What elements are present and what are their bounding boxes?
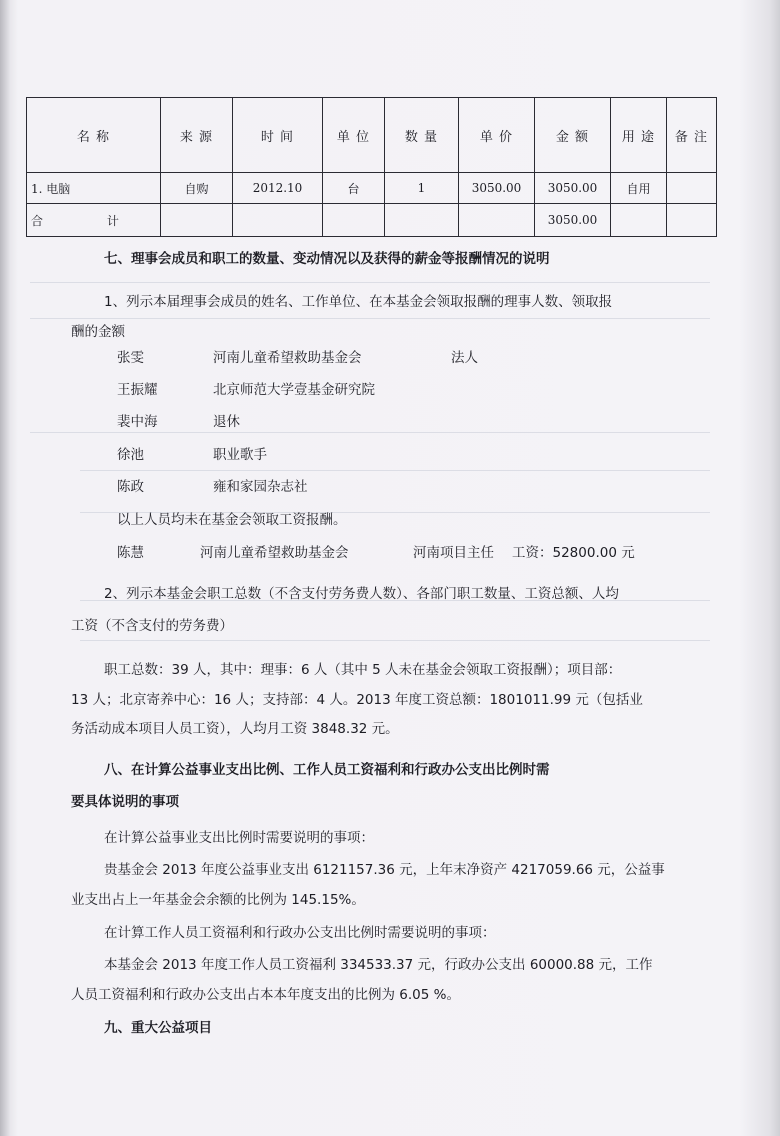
paragraph-line: 酬的金额 [71, 324, 125, 340]
ghost-rule [80, 640, 710, 641]
member-role: 法人 [451, 350, 478, 366]
table-cell: 1 [385, 173, 459, 204]
paragraph-line: 本基金会 2013 年度工作人员工资福利 334533.37 元，行政办公支出 60000.88 元，工作 [104, 957, 653, 973]
table-cell: 台 [323, 173, 385, 204]
section-7-title: 七、理事会成员和职工的数量、变动情况以及获得的薪金等报酬情况的说明 [104, 251, 550, 267]
table-cell [667, 204, 717, 237]
paragraph-line: 2、列示本基金会职工总数（不含支付劳务费人数）、各部门职工数量、工资总额、人均 [104, 586, 619, 602]
table-cell: 3050.00 [535, 204, 611, 237]
member-name: 裴中海 [117, 414, 158, 430]
table-cell [611, 204, 667, 237]
member-org: 北京师范大学壹基金研究院 [213, 382, 375, 398]
table-row [27, 173, 717, 204]
table-cell [161, 204, 233, 237]
table-cell [385, 204, 459, 237]
paragraph-line: 贵基金会 2013 年度公益事业支出 6121157.36 元，上年末净资产 4217059.66 元，公益事 [104, 862, 665, 878]
member-name: 张雯 [117, 350, 144, 366]
table-header-cell: 金 额 [535, 98, 611, 173]
table-header-cell: 用 途 [611, 98, 667, 173]
table-cell: 3050.00 [535, 173, 611, 204]
table-header-cell: 单 位 [323, 98, 385, 173]
table-cell [233, 204, 323, 237]
paid-member-salary: 工资：52800.00 元 [512, 545, 635, 561]
table-header-row [27, 98, 717, 173]
paragraph-line: 1、列示本届理事会成员的姓名、工作单位、在本基金会领取报酬的理事人数、领取报 [104, 294, 613, 310]
ghost-rule [80, 470, 710, 471]
member-org: 河南儿童希望救助基金会 [213, 350, 362, 366]
member-org: 雍和家园杂志社 [213, 479, 308, 495]
member-org: 退休 [213, 414, 240, 430]
table-cell [323, 204, 385, 237]
table-cell [667, 173, 717, 204]
table-cell: 合 计 [27, 204, 161, 237]
paragraph-line: 13 人；北京寄养中心：16 人；支持部：4 人。2013 年度工资总额：1801011.99 元（包括业 [71, 692, 643, 708]
table-cell: 自购 [161, 173, 233, 204]
table-cell: 2012.10 [233, 173, 323, 204]
paragraph-line: 人员工资福利和行政办公支出占本本年度支出的比例为 6.05 %。 [71, 987, 460, 1003]
member-org: 职业歌手 [213, 447, 267, 463]
paid-member-name: 陈慧 [117, 545, 144, 561]
paid-member-role: 河南项目主任 [413, 545, 494, 561]
table-header-cell: 单 价 [459, 98, 535, 173]
paragraph-line: 在计算工作人员工资福利和行政办公支出比例时需要说明的事项： [104, 925, 496, 941]
section-9-title: 九、重大公益项目 [104, 1020, 212, 1036]
table-cell: 自用 [611, 173, 667, 204]
table-total-row [27, 204, 717, 237]
table-header-cell: 名 称 [27, 98, 161, 173]
table-header-cell: 来 源 [161, 98, 233, 173]
member-name: 徐池 [117, 447, 144, 463]
table-header-cell: 备 注 [667, 98, 717, 173]
paragraph-line: 在计算公益事业支出比例时需要说明的事项： [104, 830, 374, 846]
table-cell: 1. 电脑 [27, 173, 161, 204]
paid-member-org: 河南儿童希望救助基金会 [200, 545, 349, 561]
paragraph-line: 职工总数：39 人，其中：理事：6 人（其中 5 人未在基金会领取工资报酬）；项目部： [104, 662, 622, 678]
table-header-cell: 数 量 [385, 98, 459, 173]
member-name: 陈政 [117, 479, 144, 495]
section-8-title: 要具体说明的事项 [71, 794, 179, 810]
paragraph-line: 业支出占上一年基金会余额的比例为 145.15%。 [71, 892, 365, 908]
no-salary-note: 以上人员均未在基金会领取工资报酬。 [117, 512, 347, 528]
asset-table [26, 97, 717, 237]
table-cell: 3050.00 [459, 173, 535, 204]
ghost-rule [30, 432, 710, 433]
section-8-title: 八、在计算公益事业支出比例、工作人员工资福利和行政办公支出比例时需 [104, 762, 550, 778]
ghost-rule [30, 318, 710, 319]
ghost-rule [30, 282, 710, 283]
member-name: 王振耀 [117, 382, 158, 398]
table-cell [459, 204, 535, 237]
paragraph-line: 务活动成本项目人员工资），人均月工资 3848.32 元。 [71, 721, 399, 737]
paragraph-line: 工资（不含支付的劳务费） [71, 618, 233, 634]
table-header-cell: 时 间 [233, 98, 323, 173]
